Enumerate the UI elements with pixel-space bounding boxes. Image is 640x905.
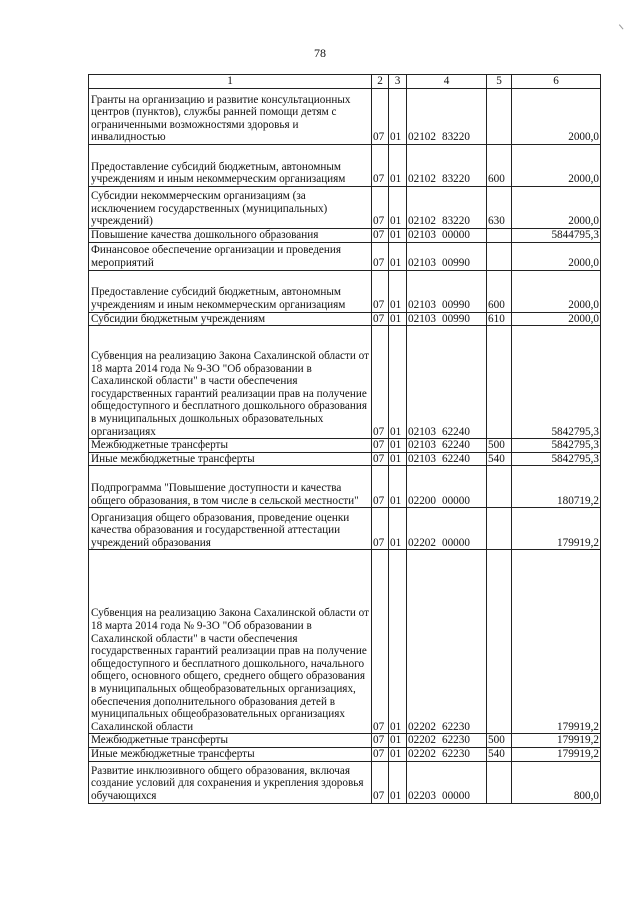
row-name-cell: Подпрограмма "Повышение доступности и качества общего образования, в том числе в сельской местности" [89, 466, 372, 508]
header-col-expense-type: 5 [487, 75, 512, 89]
row-expense-type-cell [487, 89, 512, 145]
row-expense-type-cell: 500 [487, 439, 512, 453]
table-row [89, 452, 601, 466]
row-target-code-cell [407, 270, 487, 312]
row-expense-type-cell [487, 466, 512, 508]
target-code-program: 02103 [408, 257, 436, 269]
row-subsection-cell: 01 [389, 89, 407, 145]
table-row [89, 89, 601, 145]
table-row [89, 747, 601, 761]
row-name-cell: Финансовое обеспечение организации и проведения мероприятий [89, 242, 372, 270]
table-row [89, 466, 601, 508]
row-subsection-cell: 01 [389, 145, 407, 187]
target-code-program: 02202 [408, 747, 436, 760]
row-name-cell: Предоставление субсидий бюджетным, автономным учреждениям и иным некоммерческим организациям [89, 270, 372, 312]
row-section-cell: 07 [372, 89, 389, 145]
row-name-cell: Развитие инклюзивного общего образования, включая создание условий для сохранения и укрепления здоровья обучающихся [89, 761, 372, 803]
row-name-cell: Субсидии бюджетным учреждениям [89, 312, 372, 326]
target-code-program: 02102 [408, 215, 436, 228]
table-header [89, 75, 601, 89]
row-subsection-cell: 01 [389, 508, 407, 550]
row-subsection-cell: 01 [389, 439, 407, 453]
table-row [89, 508, 601, 550]
row-expense-type-cell: 630 [487, 187, 512, 229]
row-target-code-cell [407, 242, 487, 270]
row-name-cell: Субсидии некоммерческим организациям (за исключением государственных (муниципальных) учреждений) [89, 187, 372, 229]
row-section-cell: 07 [372, 270, 389, 312]
row-section-cell: 07 [372, 466, 389, 508]
row-amount-cell: 2000,0 [512, 270, 601, 312]
row-amount-cell: 2000,0 [512, 187, 601, 229]
row-subsection-cell: 01 [389, 229, 407, 243]
target-code-direction: 62240 [441, 425, 470, 438]
row-target-code-cell [407, 439, 487, 453]
row-target-code-cell [407, 187, 487, 229]
row-subsection-cell: 01 [389, 734, 407, 748]
row-amount-cell: 5842795,3 [512, 452, 601, 466]
row-expense-type-cell [487, 326, 512, 439]
scan-mark [619, 20, 628, 29]
row-target-code-cell [407, 761, 487, 803]
row-amount-cell: 179919,2 [512, 734, 601, 748]
row-section-cell: 07 [372, 452, 389, 466]
row-target-code-cell [407, 466, 487, 508]
row-target-code-cell [407, 229, 487, 243]
target-code-direction: 83220 [441, 131, 470, 144]
target-code-direction: 00000 [441, 229, 470, 241]
row-expense-type-cell: 600 [487, 145, 512, 187]
target-code-direction: 00990 [441, 257, 470, 269]
target-code-program: 02103 [408, 312, 436, 325]
table-row [89, 761, 601, 803]
row-target-code-cell [407, 326, 487, 439]
row-amount-cell: 2000,0 [512, 145, 601, 187]
row-name-cell: Иные межбюджетные трансферты [89, 747, 372, 761]
row-amount-cell: 5842795,3 [512, 326, 601, 439]
row-section-cell: 07 [372, 761, 389, 803]
row-target-code-cell [407, 89, 487, 145]
row-target-code-cell [407, 747, 487, 761]
table-row [89, 187, 601, 229]
target-code-program: 02202 [408, 734, 436, 747]
table-row [89, 439, 601, 453]
target-code-program: 02202 [408, 536, 436, 549]
row-name-cell: Гранты на организацию и развитие консультационных центров (пунктов), службы ранней помощи детям с ограниченными возможностями здоровья и инвалидностью [89, 89, 372, 145]
target-code-direction: 00000 [441, 789, 470, 802]
target-code-program: 02102 [408, 173, 436, 186]
header-col-name: 1 [89, 75, 372, 89]
table-row [89, 229, 601, 243]
row-target-code-cell [407, 312, 487, 326]
row-subsection-cell: 01 [389, 452, 407, 466]
row-expense-type-cell [487, 229, 512, 243]
budget-table [88, 74, 601, 804]
target-code-direction: 83220 [441, 173, 470, 186]
row-section-cell: 07 [372, 229, 389, 243]
row-expense-type-cell: 600 [487, 270, 512, 312]
row-amount-cell: 180719,2 [512, 466, 601, 508]
target-code-program: 02103 [408, 425, 436, 438]
row-section-cell: 07 [372, 145, 389, 187]
row-amount-cell: 2000,0 [512, 89, 601, 145]
row-expense-type-cell [487, 242, 512, 270]
row-section-cell: 07 [372, 326, 389, 439]
row-subsection-cell: 01 [389, 312, 407, 326]
target-code-program: 02203 [408, 789, 436, 802]
table-row [89, 734, 601, 748]
row-name-cell: Межбюджетные трансферты [89, 439, 372, 453]
row-name-cell: Субвенция на реализацию Закона Сахалинской области от 18 марта 2014 года № 9-ЗО "Об образовании в Сахалинской области" в части обеспечения государственных гарантий реализации прав на получение общедоступного и бесплатного дошкольного, начального общего, основного общего, среднего общего образования в муниципальных общеобразовательных организациях, обеспечения дополнительного образования детей в муниципальных общеобразовательных организациях Сахалинской области [89, 550, 372, 734]
row-name-cell: Иные межбюджетные трансферты [89, 452, 372, 466]
row-amount-cell: 179919,2 [512, 747, 601, 761]
row-amount-cell: 2000,0 [512, 242, 601, 270]
table-row [89, 270, 601, 312]
row-section-cell: 07 [372, 187, 389, 229]
header-col-subsection: 3 [389, 75, 407, 89]
row-amount-cell: 179919,2 [512, 508, 601, 550]
row-amount-cell: 5844795,3 [512, 229, 601, 243]
target-code-program: 02103 [408, 299, 436, 311]
row-expense-type-cell: 500 [487, 734, 512, 748]
row-target-code-cell [407, 734, 487, 748]
header-col-amount: 6 [512, 75, 601, 89]
row-amount-cell: 800,0 [512, 761, 601, 803]
row-amount-cell: 5842795,3 [512, 439, 601, 453]
target-code-program: 02102 [408, 131, 436, 144]
row-section-cell: 07 [372, 734, 389, 748]
target-code-program: 02103 [408, 229, 436, 241]
target-code-program: 02200 [408, 494, 436, 507]
row-subsection-cell: 01 [389, 242, 407, 270]
target-code-direction: 62230 [441, 747, 470, 760]
target-code-direction: 62230 [441, 720, 470, 733]
target-code-direction: 00000 [441, 536, 470, 549]
row-expense-type-cell: 540 [487, 747, 512, 761]
table-row [89, 242, 601, 270]
row-section-cell: 07 [372, 312, 389, 326]
row-section-cell: 07 [372, 508, 389, 550]
row-section-cell: 07 [372, 747, 389, 761]
row-name-cell: Предоставление субсидий бюджетным, автономным учреждениям и иным некоммерческим организациям [89, 145, 372, 187]
target-code-program: 02103 [408, 452, 436, 465]
row-name-cell: Повышение качества дошкольного образования [89, 229, 372, 243]
row-name-cell: Межбюджетные трансферты [89, 734, 372, 748]
header-row [89, 75, 601, 89]
header-col-target-code: 4 [407, 75, 487, 89]
table-row [89, 550, 601, 734]
row-target-code-cell [407, 550, 487, 734]
row-expense-type-cell: 610 [487, 312, 512, 326]
row-amount-cell: 2000,0 [512, 312, 601, 326]
row-subsection-cell: 01 [389, 466, 407, 508]
row-subsection-cell: 01 [389, 761, 407, 803]
row-section-cell: 07 [372, 550, 389, 734]
table-row [89, 145, 601, 187]
target-code-program: 02103 [408, 439, 436, 452]
table-row [89, 312, 601, 326]
row-target-code-cell [407, 145, 487, 187]
header-col-section: 2 [372, 75, 389, 89]
row-subsection-cell: 01 [389, 747, 407, 761]
row-subsection-cell: 01 [389, 326, 407, 439]
row-expense-type-cell [487, 508, 512, 550]
row-subsection-cell: 01 [389, 550, 407, 734]
target-code-program: 02202 [408, 720, 436, 733]
table-body [89, 89, 601, 804]
row-expense-type-cell: 540 [487, 452, 512, 466]
row-subsection-cell: 01 [389, 270, 407, 312]
target-code-direction: 83220 [441, 215, 470, 228]
target-code-direction: 00990 [441, 312, 470, 325]
row-target-code-cell [407, 452, 487, 466]
target-code-direction: 00000 [441, 494, 470, 507]
row-name-cell: Субвенция на реализацию Закона Сахалинской области от 18 марта 2014 года № 9-ЗО "Об образовании в Сахалинской области" в части обеспечения государственных гарантий реализации прав на получение общедоступного и бесплатного дошкольного образования в муниципальных дошкольных образовательных организациях [89, 326, 372, 439]
table-row [89, 326, 601, 439]
row-subsection-cell: 01 [389, 187, 407, 229]
row-name-cell: Организация общего образования, проведение оценки качества образования и государственной аттестации учреждений образования [89, 508, 372, 550]
row-section-cell: 07 [372, 439, 389, 453]
target-code-direction: 62240 [441, 439, 470, 452]
row-amount-cell: 179919,2 [512, 550, 601, 734]
row-section-cell: 07 [372, 242, 389, 270]
row-expense-type-cell [487, 761, 512, 803]
row-expense-type-cell [487, 550, 512, 734]
page-number: 78 [314, 46, 326, 60]
target-code-direction: 62240 [441, 452, 470, 465]
row-target-code-cell [407, 508, 487, 550]
target-code-direction: 00990 [441, 299, 470, 311]
target-code-direction: 62230 [441, 734, 470, 747]
